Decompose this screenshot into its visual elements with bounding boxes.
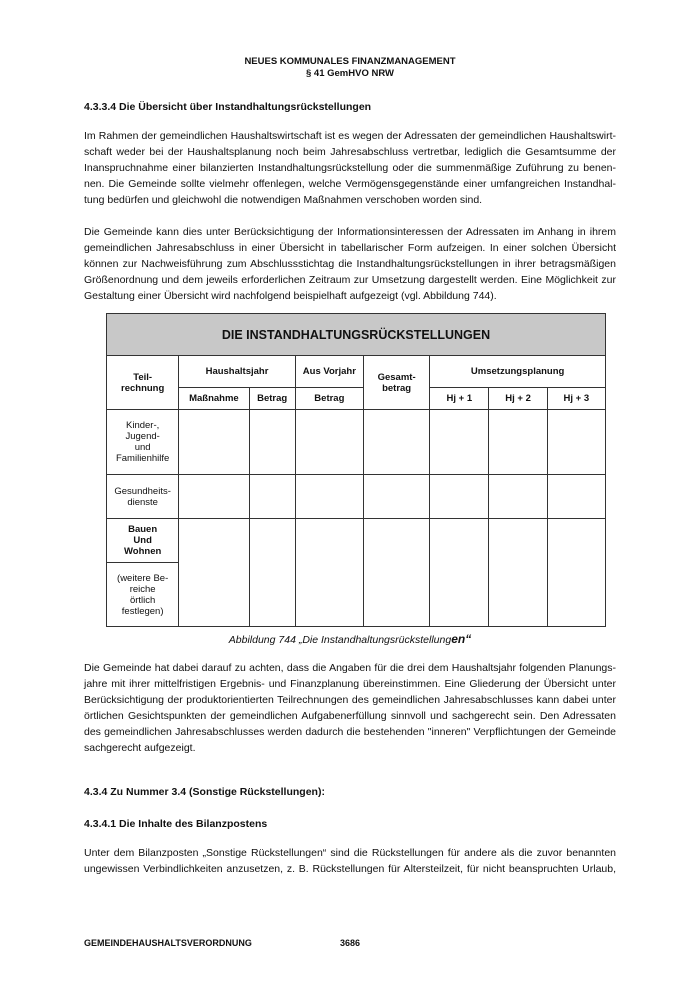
sub-header-betrag: Betrag	[249, 388, 295, 410]
header-title: NEUES KOMMUNALES FINANZMANAGEMENT	[244, 56, 456, 67]
text-line: Inanspruchnahme einer bilanzierten Instandhaltungsrückstellung oder die summenmäßige Zuführung zu benen-	[84, 162, 616, 174]
col-header-teilrechnung: Teil- rechnung	[107, 356, 179, 410]
text-line: sachgerecht aufgezeigt.	[84, 742, 196, 754]
row-label-gesundheitsdienste: Gesundheits- dienste	[107, 475, 179, 519]
table-cell	[295, 475, 363, 519]
text-line: örtlichen Gesichtspunkten der gemeindlichen Aufgabenerfüllung sinnvoll und sachgerecht sein. Den Adressaten	[84, 710, 616, 722]
table-cell	[430, 519, 489, 627]
table-cell	[547, 519, 605, 627]
table-cell	[249, 519, 295, 627]
text-line: Die Gemeinde kann dies unter Berücksichtigung der Informationsinteressen der Adressaten im Anhang in ihrem	[84, 226, 616, 238]
text-line: Die Gemeinde hat dabei darauf zu achten, dass die Angaben für die drei dem Haushaltsjahr folgenden Planungs-	[84, 662, 616, 674]
table-cell	[430, 475, 489, 519]
table-cell	[249, 475, 295, 519]
col-header-haushaltsjahr: Haushaltsjahr	[179, 356, 295, 388]
table-cell	[295, 519, 363, 627]
text-line: des gemeindlichen Jahresabschlusses werden dadurch die bestehenden "inneren" Verpflichtungen der Gemeinde	[84, 726, 616, 738]
sub-header-hj3: Hj + 3	[547, 388, 605, 410]
section-heading-434: 4.3.4 Zu Nummer 3.4 (Sonstige Rückstellungen):	[84, 786, 325, 798]
text-line: Berücksichtigung der produktorientierten Teilrechnungen des gemeindlichen Jahresabschlusses kann dabei unter	[84, 694, 616, 706]
table-cell	[489, 519, 547, 627]
caption-text: Abbildung 744 „Die Instandhaltungsrückstellung	[228, 634, 452, 646]
running-header	[0, 56, 700, 80]
footer-title: GEMEINDEHAUSHALTSVERORDNUNG	[84, 938, 252, 948]
text-line: Gestaltung einer Übersicht wird nachfolgend beispielhaft aufgezeigt (vgl. Abbildung 744).	[84, 290, 497, 302]
row-label-weitere-bereiche: (weitere Be- reiche örtlich festlegen)	[107, 563, 179, 627]
table-cell	[179, 410, 249, 475]
header-subtitle: § 41 GemHVO NRW	[306, 68, 394, 79]
table-cell	[295, 410, 363, 475]
paragraph-3	[84, 660, 616, 756]
table-cell	[179, 475, 249, 519]
table-cell	[547, 410, 605, 475]
section-heading-4334: 4.3.3.4 Die Übersicht über Instandhaltungsrückstellungen	[84, 101, 372, 113]
text-line: jahre mit ihrer mittelfristigen Ergebnis- und Finanzplanung übereinstimmen. Eine Gliederung der Übersicht unter	[84, 678, 616, 690]
text-line: können zur Nachweisführung zum Abschlussstichtag die Instandhaltungsrückstellungen in ihrer betragsmäßigen	[84, 258, 616, 270]
text-line: Unter dem Bilanzposten „Sonstige Rückstellungen“ sind die Rückstellungen für andere als die zuvor benannten	[84, 847, 616, 859]
table-cell	[547, 475, 605, 519]
table-cell	[363, 410, 429, 475]
sub-header-massnahme: Maßnahme	[179, 388, 249, 410]
text-line: ungewissen Verbindlichkeiten anzusetzen, z. B. Rückstellungen für Altersteilzeit, für nicht beanspruchten Urlaub,	[84, 863, 616, 875]
paragraph-1	[84, 128, 616, 208]
figure-caption	[84, 632, 616, 646]
col-header-umsetzungsplanung: Umsetzungsplanung	[430, 356, 606, 388]
caption-emphasis: en“	[451, 632, 472, 646]
sub-header-hj1: Hj + 1	[430, 388, 489, 410]
text-line: schaft weder bei der Haushaltsplanung noch beim Jahresabschluss vertretbar, lediglich die Gesamtsumme der	[84, 146, 616, 158]
table-cell	[249, 410, 295, 475]
table-title: DIE INSTANDHALTUNGSRÜCKSTELLUNGEN	[107, 314, 606, 356]
col-header-aus-vorjahr: Aus Vorjahr	[295, 356, 363, 388]
text-line: nen. Die Gemeinde sollte vielmehr offenlegen, welche Vermögensgegenstände einer umfangreichen Instandhal-	[84, 178, 616, 190]
row-label-bauen-wohnen: Bauen Und Wohnen	[107, 519, 179, 563]
section-heading-4341: 4.3.4.1 Die Inhalte des Bilanzpostens	[84, 818, 268, 830]
page-number: 3686	[340, 938, 361, 948]
table-cell	[363, 475, 429, 519]
table-cell	[430, 410, 489, 475]
provisions-table	[106, 313, 606, 627]
sub-header-hj2: Hj + 2	[489, 388, 547, 410]
row-label-kinder-jugend: Kinder-, Jugend- und Familienhilfe	[107, 410, 179, 475]
text-line: Größenordnung und dem jeweils erforderlichen Zeitraum zur Umsetzung dargestellt werden. Eine Möglichkeit zur	[84, 274, 616, 286]
table-cell	[363, 519, 429, 627]
text-line: tung bedürfen und gleichwohl die notwendigen Maßnahmen verschoben worden sind.	[84, 194, 483, 206]
table-cell	[179, 519, 249, 627]
paragraph-4	[84, 845, 616, 877]
col-header-gesamtbetrag: Gesamt- betrag	[363, 356, 429, 410]
table-cell	[489, 410, 547, 475]
text-line: Im Rahmen der gemeindlichen Haushaltswirtschaft ist es wegen der Adressaten der gemeindlichen Haushaltswirt-	[84, 130, 616, 142]
text-line: gemeindlichen Jahresabschluss in einer Übersicht in tabellarischer Form aufzeigen. In einer solchen Übersicht	[84, 242, 616, 254]
table-cell	[489, 475, 547, 519]
sub-header-betrag-vorjahr: Betrag	[295, 388, 363, 410]
paragraph-2	[84, 224, 616, 304]
